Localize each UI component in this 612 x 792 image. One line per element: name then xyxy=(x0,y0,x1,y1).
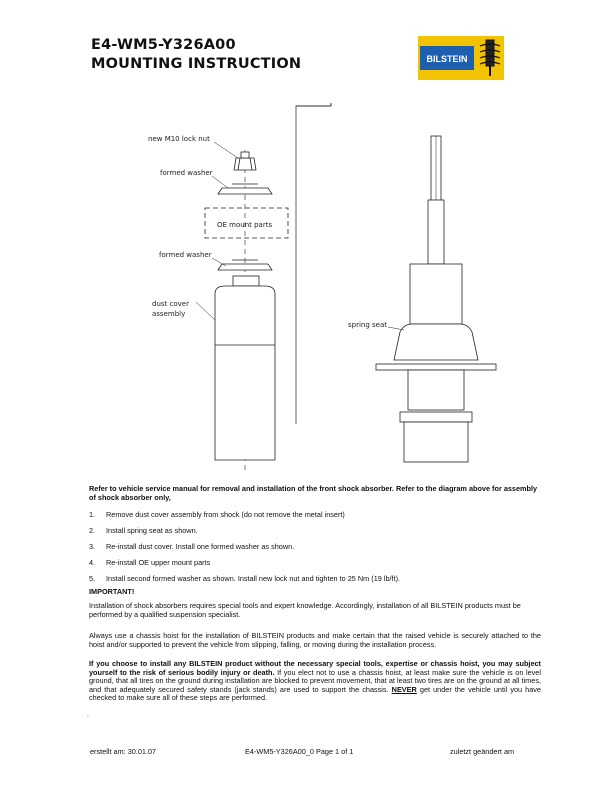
dust-cover-part xyxy=(215,276,275,460)
warning-end-text: get under the vehicle until you have checked to make sure all of these steps are performed. xyxy=(89,684,541,703)
label-lock-nut: new M10 lock nut xyxy=(148,135,210,143)
warning-bold-text: If you choose to install any BILSTEIN product without the necessary special tools, expertise or chassis hoist, you may subject yourself to the risk of serious bodily injury or death. xyxy=(89,659,541,677)
intro-text: Refer to vehicle service manual for removal and installation of the front shock absorber. Refer to the diagram above for assembly of shock absorber only, xyxy=(89,484,538,502)
step-item: 2. Install spring seat as shown. xyxy=(89,526,198,536)
connector-line xyxy=(296,103,331,424)
step-item: 5. Install second formed washer as shown. Install new lock nut and tighten to 25 Nm (19 lb/ft). xyxy=(89,573,401,583)
important-paragraph-3 xyxy=(89,660,541,703)
label-dust-cover-assembly: assembly xyxy=(152,310,186,318)
step-item: 3. Re-install dust cover. Install one formed washer as shown. xyxy=(89,541,295,551)
step-item: 4. Re-install OE upper mount parts xyxy=(89,557,211,567)
step-item: 1. Remove dust cover assembly from shock (do not remove the metal insert) xyxy=(89,510,345,520)
steps-list xyxy=(89,507,541,586)
footer-changed: zuletzt geändert am xyxy=(450,747,515,756)
logo-text: BILSTEIN xyxy=(426,54,468,64)
footer-created: erstellt am: 30.01.07 xyxy=(90,747,157,756)
never-text: NEVER xyxy=(391,684,417,694)
label-dust-cover: dust cover xyxy=(152,300,189,308)
lock-nut-part xyxy=(234,152,256,170)
shock-absorber-part xyxy=(376,136,496,462)
footer-page: E4-WM5-Y326A00_0 Page 1 of 1 xyxy=(245,747,354,756)
label-formed-washer-top: formed washer xyxy=(160,169,213,177)
label-spring-seat: spring seat xyxy=(348,321,388,329)
important-heading: IMPORTANT! xyxy=(89,587,135,596)
warning-text: If you elect not to use a chassis hoist, at least make sure the vehicle is on level ground, that all tires on the ground during installation are blocked to prevent movement, that at least two tires are on the ground at all times, and that adequately secured safety stands (jack stands) are used to support the chassis. xyxy=(89,667,541,694)
label-formed-washer-bottom: formed washer xyxy=(159,251,212,259)
label-oe-mount-parts: OE mount parts xyxy=(217,221,273,229)
important-paragraph-2: Always use a chassis hoist for the installation of BILSTEIN products and make certain that the raised vehicle is securely attached to the hoist and/or supported to prevent the vehicle from slipping, falling, or moving during the installation process. xyxy=(89,631,541,649)
stray-dot: . xyxy=(87,712,89,719)
formed-washer-top-part xyxy=(218,184,272,194)
important-paragraph-1: Installation of shock absorbers requires special tools and expert knowledge. Accordingly, installation of all BILSTEIN products must be performed by a qualified suspension specialist. xyxy=(89,601,521,619)
doc-code: E4-WM5-Y326A00 xyxy=(91,37,236,53)
doc-type: MOUNTING INSTRUCTION xyxy=(91,56,302,72)
